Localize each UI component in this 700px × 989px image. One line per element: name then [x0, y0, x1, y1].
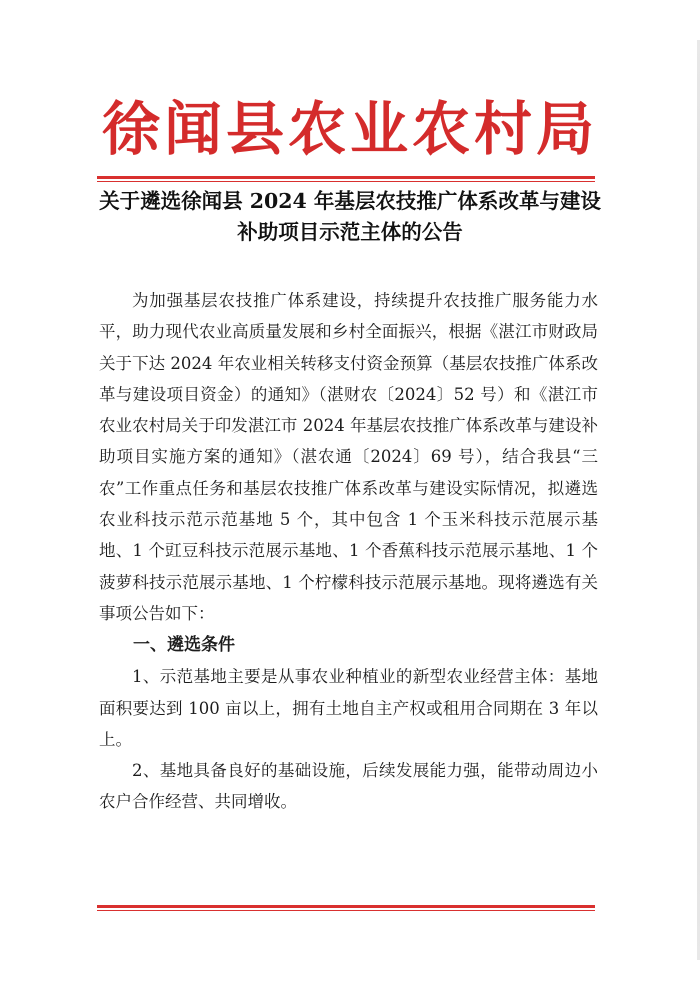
condition-item-1: 1、示范基地主要是从事农业种植业的新型农业经营主体：基地面积要达到 100 亩以上，拥有土地自主产权或租用合同期在 3 年以上。 [99, 667, 598, 749]
letterhead-red-rule-thick [97, 176, 595, 179]
document-title-line-1: 关于遴选徐闻县 2024 年基层农技推广体系改革与建设 [99, 189, 601, 213]
footer-red-rule-thick [97, 905, 595, 908]
document-title-line-2: 补助项目示范主体的公告 [237, 220, 463, 244]
document-body [99, 285, 598, 818]
condition-item-2: 2、基地具备良好的基础设施，后续发展能力强，能带动周边小农户合作经营、共同增收。 [99, 761, 598, 812]
letterhead-org-name: 徐闻县农业农村局 [101, 95, 598, 163]
footer-red-rule-thin [97, 910, 595, 911]
letterhead-red-rule-thin [97, 181, 595, 182]
intro-paragraph: 为加强基层农技推广体系建设，持续提升农技推广服务能力水平，助力现代农业高质量发展和乡村全面振兴，根据《湛江市财政局关于下达 2024 年农业相关转移支付资金预算（基层农技推广体系改革与建设项目资金）的通知》（湛财农〔2024〕52 号）和《湛江市农业农村局关于印发湛江市 2024 年基层农技推广体系改革与建设补助项目实施方案的通知》（湛农通〔2024〕69 号），结合我县“三农”工作重点任务和基层农技推广体系改革与建设实际情况，拟遴选农业科技示范示范基地 5 个，其中包含 1 个玉米科技示范展示基地、1 个豇豆科技示范展示基地、1 个香蕉科技示范展示基地、1 个菠萝科技示范展示基地、1 个柠檬科技示范展示基地。现将遴选有关事项公告如下： [99, 291, 598, 623]
document-title [90, 186, 610, 248]
section-heading-selection-conditions: 一、遴选条件 [133, 635, 235, 656]
